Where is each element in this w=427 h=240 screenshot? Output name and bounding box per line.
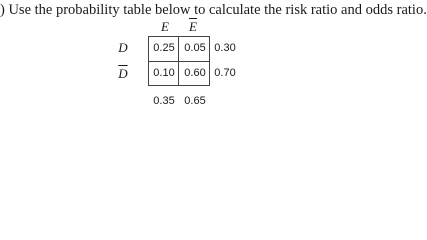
row-header-d-complement: $\overline{D}$ bbox=[118, 66, 128, 81]
cell-d-e: 0.25 bbox=[153, 42, 175, 54]
column-total-not-e: 0.65 bbox=[184, 95, 206, 107]
row-total-not-d: 0.70 bbox=[214, 67, 236, 79]
column-total-e: 0.35 bbox=[153, 95, 175, 107]
question-text: ) Use the probability table below to calculate the risk ratio and odds ratio. bbox=[0, 2, 427, 18]
column-header-e: E bbox=[161, 19, 169, 34]
row-total-d: 0.30 bbox=[214, 42, 236, 54]
cell-not-d-e: 0.10 bbox=[153, 67, 175, 79]
grid-horizontal-divider bbox=[149, 61, 209, 62]
cell-d-not-e: 0.05 bbox=[184, 42, 206, 54]
column-header-e-complement: $\overline{E}$ bbox=[189, 19, 197, 34]
row-header-d: D bbox=[118, 40, 128, 55]
cell-not-d-not-e: 0.60 bbox=[184, 67, 206, 79]
